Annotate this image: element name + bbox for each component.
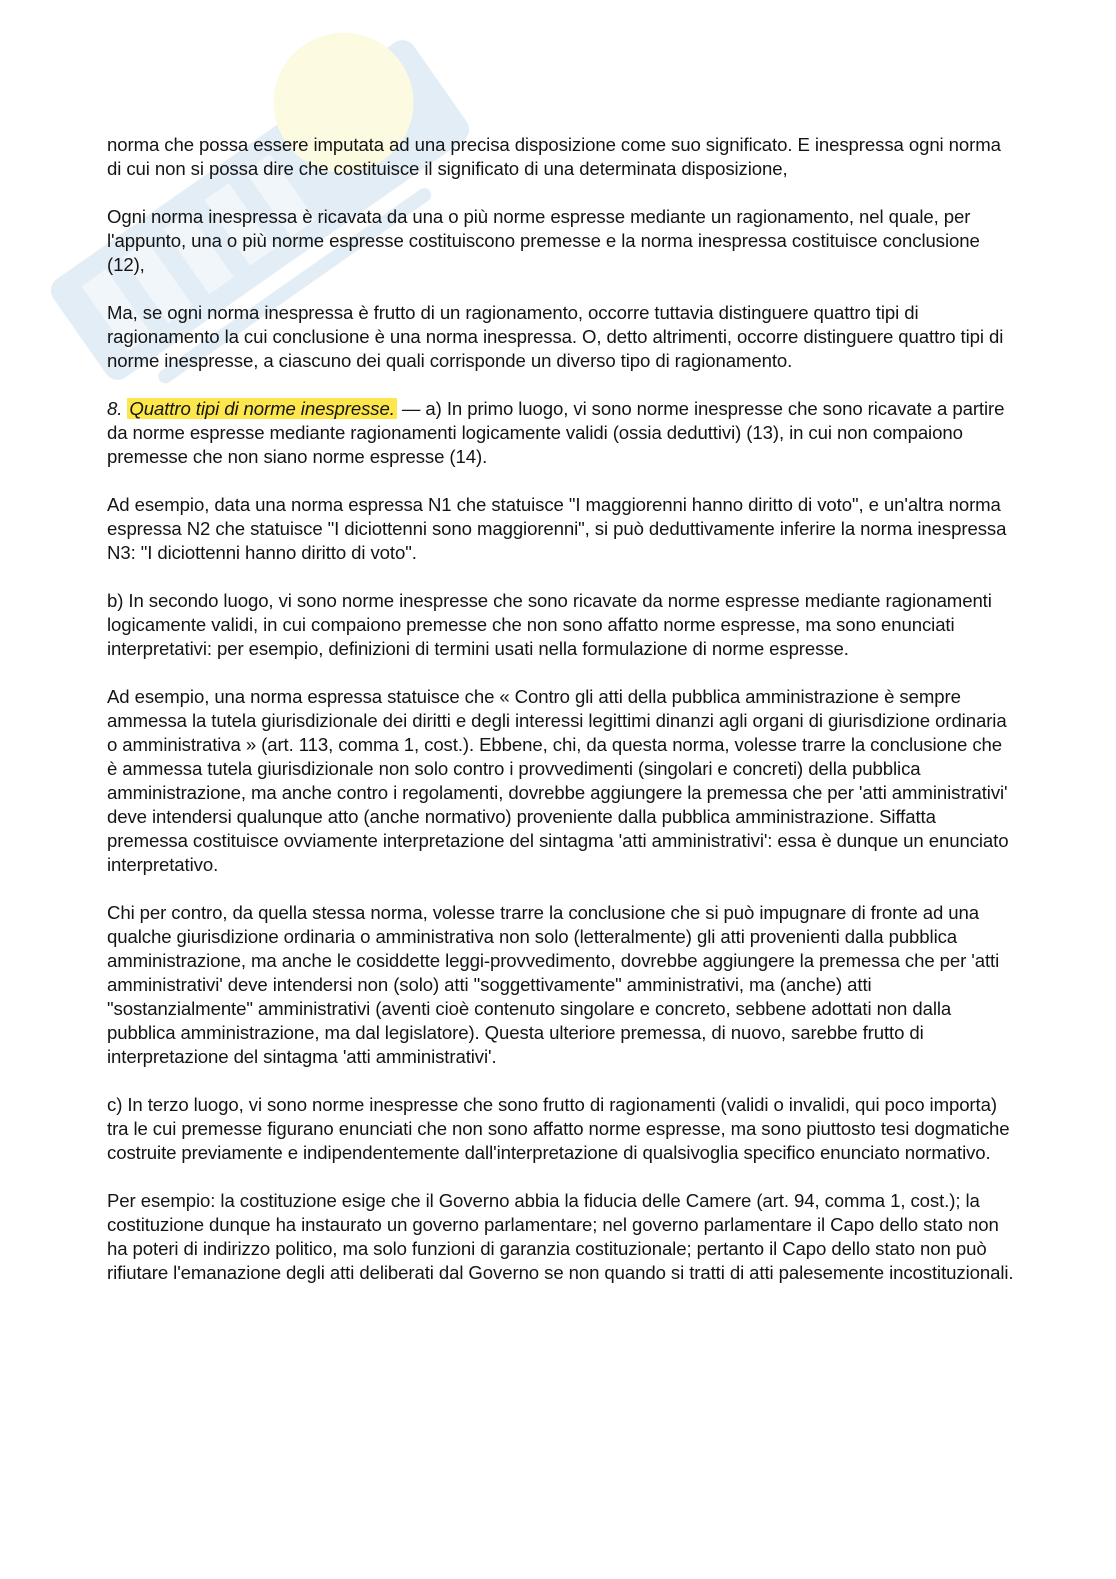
paragraph: norma che possa essere imputata ad una precisa disposizione come suo significato. E inespressa ogni norma di cui non si possa dire che costituisce il significato di una determinata disposizione, xyxy=(107,134,1001,179)
paragraph: Ma, se ogni norma inespressa è frutto di un ragionamento, occorre tuttavia distinguere quattro tipi di ragionamento la cui conclusione è una norma inespressa. O, detto altrimenti, occorre distinguere quattro tipi di norme inespresse, a ciascuno dei quali corrisponde un diverso tipo di ragionamento. xyxy=(107,302,1004,371)
paragraph: Ad esempio, data una norma espressa N1 che statuisce "I maggiorenni hanno diritto di voto", e un'altra norma espressa N2 che statuisce "I diciottenni sono maggiorenni", si può deduttivamente inferire la norma inespressa N3: "I diciottenni hanno diritto di voto". xyxy=(107,494,1007,563)
paragraph: Per esempio: la costituzione esige che il Governo abbia la fiducia delle Camere (art. 94, comma 1, cost.); la costituzione dunque ha instaurato un governo parlamentare; nel governo parlamentare il Capo dello stato non ha poteri di indirizzo politico, ma solo funzioni di garanzia costituzionale; pertanto il Capo dello stato non può rifiutare l'emanazione degli atti deliberati dal Governo se non quando si tratti di atti palesemente incostituzionali. xyxy=(107,1190,1014,1283)
paragraph: b) In secondo luogo, vi sono norme inespresse che sono ricavate da norme espresse mediante ragionamenti logicamente validi, in cui compaiono premesse che non sono affatto norme espresse, ma sono enunciati interpretativi: per esempio, definizioni di termini usati nella formulazione di norme espresse. xyxy=(107,590,992,659)
paragraph: Ogni norma inespressa è ricavata da una o più norme espresse mediante un ragionamento, nel quale, per l'appunto, una o più norme espresse costituiscono premesse e la norma inespressa costituisce conclusione (12), xyxy=(107,206,980,275)
section-title-highlighted: Quattro tipi di norme inespresse. xyxy=(129,398,395,419)
section-number: 8. xyxy=(107,398,123,419)
document-body xyxy=(107,133,1017,1309)
section-intro: — a) In primo luogo, vi sono norme inespresse che sono ricavate a partire da norme espresse mediante ragionamenti logicamente validi (ossia deduttivi) (13), in cui non compaiono premesse che non siano norme espresse (14). xyxy=(107,398,1005,467)
paragraph: c) In terzo luogo, vi sono norme inespresse che sono frutto di ragionamenti (validi o invalidi, qui poco importa) tra le cui premesse figurano enunciati che non sono affatto norme espresse, ma sono piuttosto tesi dogmatiche costruite previamente e indipendentemente dall'interpretazione di qualsivoglia specifico enunciato normativo. xyxy=(107,1094,1010,1163)
paragraph: Chi per contro, da quella stessa norma, volesse trarre la conclusione che si può impugnare di fronte ad una qualche giurisdizione ordinaria o amministrativa non solo (letteralmente) gli atti provenienti dalla pubblica amministrazione, ma anche le cosiddette leggi-provvedimento, dovrebbe aggiungere la premessa che per 'atti amministrativi' deve intendersi non (solo) atti "soggettivamente" amministrativi, ma (anche) atti "sostanzialmente" amministrativi (aventi cioè contenuto singolare e concreto, sebbene adottati non dalla pubblica amministrazione, ma dal legislatore). Questa ulteriore premessa, di nuovo, sarebbe frutto di interpretazione del sintagma 'atti amministrativi'. xyxy=(107,902,1000,1067)
section-heading-paragraph xyxy=(107,397,1017,469)
paragraph: Ad esempio, una norma espressa statuisce che « Contro gli atti della pubblica amministrazione è sempre ammessa la tutela giurisdizionale dei diritti e degli interessi legittimi dinanzi agli organi di giurisdizione ordinaria o amministrativa » (art. 113, comma 1, cost.). Ebbene, chi, da questa norma, volesse trarre la conclusione che è ammessa tutela giurisdizionale non solo contro i provvedimenti (singolari e concreti) della pubblica amministrazione, ma anche contro i regolamenti, dovrebbe aggiungere la premessa che per 'atti amministrativi' deve intendersi qualunque atto (anche normativo) proveniente dalla pubblica amministrazione. Siffatta premessa costituisce ovviamente interpretazione del sintagma 'atti amministrativi': essa è dunque un enunciato interpretativo. xyxy=(107,686,1009,875)
